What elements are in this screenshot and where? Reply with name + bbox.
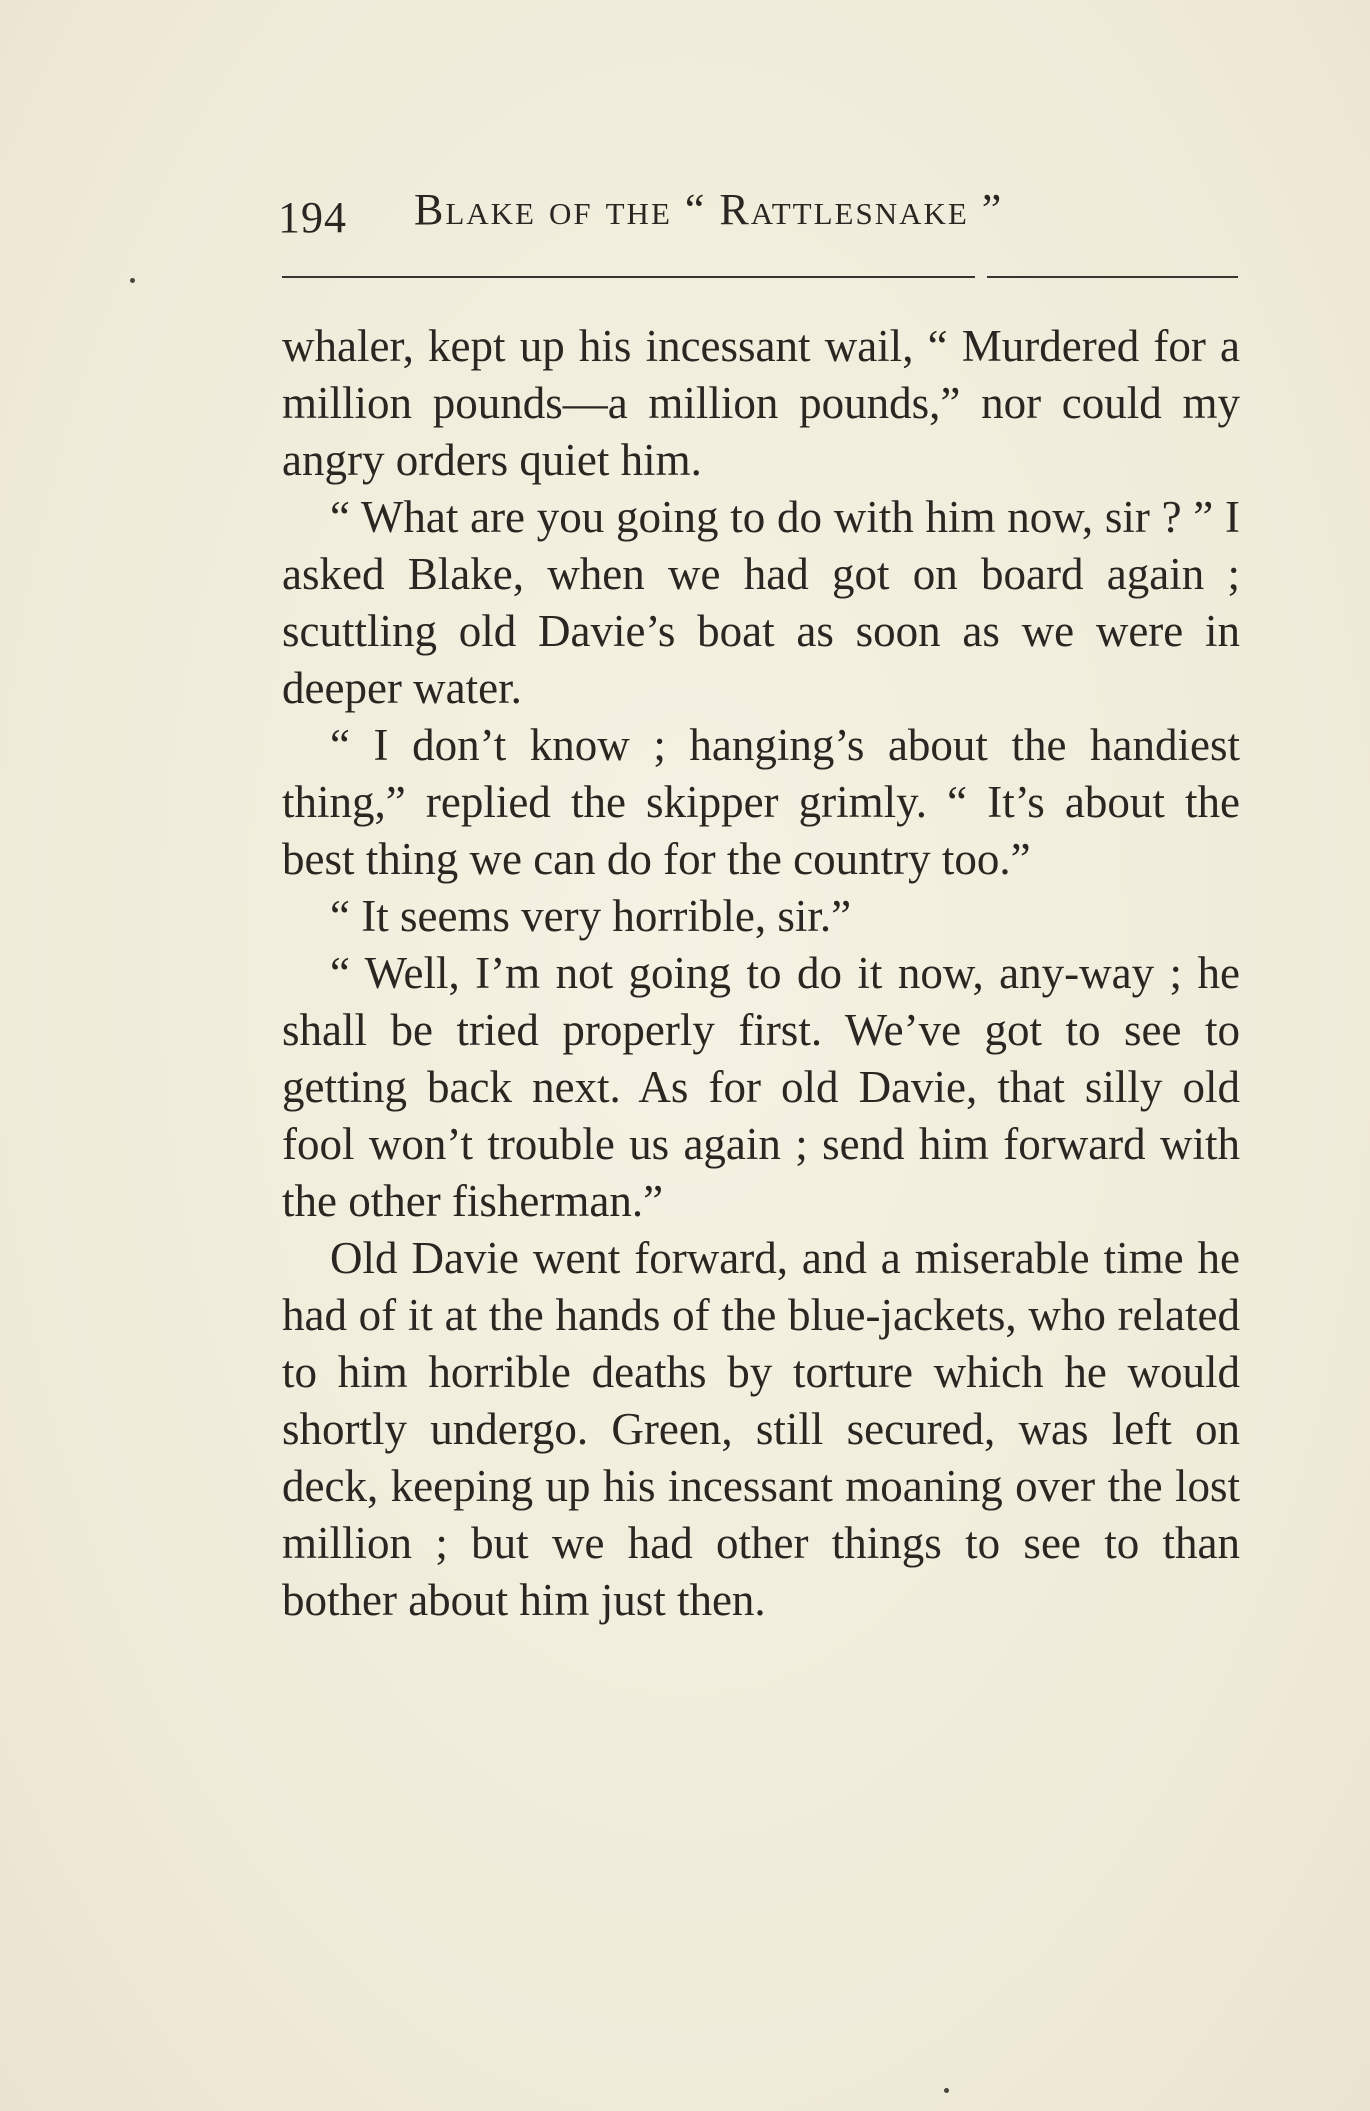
paragraph: “ Well, I’m not going to do it now, any-way ; he shall be tried properly first. We’ve got to see to getting back next. As for old Davie, that silly old fool won’t trouble us again ; send him forward with the other fisherman.” bbox=[282, 948, 1240, 1226]
header-rule-break bbox=[975, 276, 987, 278]
paragraph: “ It seems very horrible, sir.” bbox=[330, 891, 852, 941]
paragraph: whaler, kept up his incessant wail, “ Murdered for a million pounds—a million pounds,” nor could my angry orders quiet him. bbox=[282, 321, 1240, 485]
paragraph: Old Davie went forward, and a miserable time he had of it at the hands of the blue-jackets, who related to him horrible deaths by torture which he would shortly undergo. Green, still secured, was left on deck, keeping up his incessant moaning over the lost million ; but we had other things to see to than bother about him just then. bbox=[282, 1233, 1240, 1625]
page-number: 194 bbox=[278, 193, 347, 242]
paper-speck bbox=[130, 278, 135, 283]
header-rule bbox=[282, 276, 1238, 278]
running-title: Blake of the “ Rattlesnake ” bbox=[414, 185, 1004, 234]
paper-speck bbox=[944, 2088, 949, 2093]
running-head bbox=[278, 180, 1238, 250]
body-text bbox=[282, 318, 1240, 1629]
paragraph: “ What are you going to do with him now, sir ? ” I asked Blake, when we had got on board again ; scuttling old Davie’s boat as soon as we were in deeper water. bbox=[282, 492, 1240, 713]
paragraph: “ I don’t know ; hanging’s about the handiest thing,” replied the skipper grimly. “ It’s about the best thing we can do for the country too.” bbox=[282, 720, 1240, 884]
